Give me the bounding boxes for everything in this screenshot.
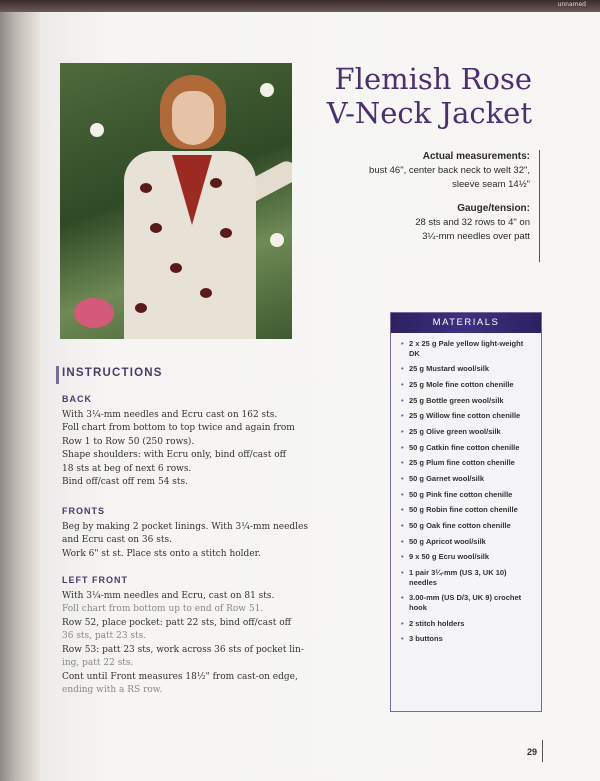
left-front-line: With 3¼-mm needles and Ecru, cast on 81 sts. — [62, 590, 275, 601]
back-line: Row 1 to Row 50 (250 rows). — [62, 436, 195, 447]
measurements-heading: Actual measurements: — [422, 151, 530, 162]
page-number-rule — [542, 740, 543, 762]
title-line-2: V-Neck Jacket — [326, 96, 532, 130]
left-front-line: Row 52, place pocket: patt 22 sts, bind off/cast off — [62, 617, 292, 628]
material-item: • 50 g Pink fine cotton chenille — [401, 490, 533, 500]
left-front-heading: LEFT FRONT — [62, 575, 128, 585]
top-note: unnamed — [557, 1, 586, 8]
material-item: • 50 g Apricot wool/silk — [401, 537, 533, 547]
measurements-block — [330, 150, 530, 244]
left-front-line: 36 sts, patt 23 sts. — [62, 631, 147, 641]
fronts-heading: FRONTS — [62, 506, 105, 516]
knit-rose — [200, 288, 212, 298]
material-item: • 50 g Garnet wool/silk — [401, 474, 533, 484]
measurements-line: bust 46", center back neck to welt 32", — [369, 165, 530, 176]
left-front-line: ing, patt 22 sts. — [62, 658, 134, 668]
left-front-line: Foll chart from bottom up to end of Row 51. — [62, 604, 264, 614]
material-item: • 2 stitch holders — [401, 619, 533, 629]
material-item: • 25 g Olive green wool/silk — [401, 427, 533, 437]
title-line-1: Flemish Rose — [334, 62, 532, 96]
pattern-title — [300, 62, 532, 130]
vneck — [172, 155, 212, 225]
pink-bouquet — [74, 298, 114, 328]
material-item: • 50 g Catkin fine cotton chenille — [401, 443, 533, 453]
back-heading: BACK — [62, 394, 92, 404]
material-item: • 2 x 25 g Pale yellow light-weight DK — [401, 339, 533, 358]
back-line: Bind off/cast off rem 54 sts. — [62, 477, 188, 487]
materials-box — [390, 312, 542, 712]
left-front-section — [62, 574, 312, 698]
white-rose — [90, 123, 104, 137]
material-item: • 3.00-mm (US D/3, UK 9) crochet hook — [401, 593, 533, 612]
top-band — [0, 0, 600, 12]
measurements-line: sleeve seam 14½" — [452, 179, 530, 190]
material-item: • 25 g Mole fine cotton chenille — [401, 380, 533, 390]
knit-rose — [170, 263, 182, 273]
knit-rose — [135, 303, 147, 313]
back-line: With 3¼-mm needles and Ecru cast on 162 sts. — [62, 409, 278, 420]
fronts-line: Work 6" st st. Place sts onto a stitch holder. — [62, 548, 261, 559]
material-item: • 1 pair 3¼-mm (US 3, UK 10) needles — [401, 568, 533, 587]
instructions-accent-bar — [56, 366, 59, 384]
page-number: 29 — [527, 747, 538, 757]
measurements-rule — [539, 150, 540, 262]
back-section — [62, 393, 312, 490]
material-item: • 50 g Oak fine cotton chenille — [401, 521, 533, 531]
left-front-line: Cont until Front measures 18½" from cast-on edge, — [62, 671, 298, 682]
material-item: • 25 g Mustard wool/silk — [401, 364, 533, 374]
jacket-photo — [60, 63, 292, 339]
materials-heading: MATERIALS — [391, 313, 541, 333]
back-line: Shape shoulders: with Ecru only, bind off/cast off — [62, 450, 287, 460]
gauge-line: 28 sts and 32 rows to 4" on — [415, 217, 530, 228]
left-front-line: ending with a RS row. — [62, 685, 163, 695]
knit-rose — [210, 178, 222, 188]
knit-rose — [140, 183, 152, 193]
gauge-heading: Gauge/tension: — [457, 203, 530, 214]
back-line: Foll chart from bottom to top twice and again from — [62, 423, 295, 433]
fronts-line: Beg by making 2 pocket linings. With 3¼-mm needles — [62, 521, 309, 532]
material-item: • 3 buttons — [401, 634, 533, 644]
fronts-section — [62, 505, 312, 561]
knit-rose — [150, 223, 162, 233]
material-item: • 50 g Robin fine cotton chenille — [401, 505, 533, 515]
material-item: • 25 g Plum fine cotton chenille — [401, 458, 533, 468]
left-front-line: Row 53: patt 23 sts, work across 36 sts of pocket lin- — [62, 644, 304, 655]
knit-rose — [220, 228, 232, 238]
back-line: 18 sts at beg of next 6 rows. — [62, 463, 192, 474]
fronts-line: and Ecru cast on 36 sts. — [62, 535, 172, 545]
white-rose — [270, 233, 284, 247]
materials-list — [391, 333, 541, 644]
white-rose — [260, 83, 274, 97]
instructions-heading: INSTRUCTIONS — [62, 367, 163, 379]
book-gutter — [0, 12, 40, 781]
model-face — [172, 91, 214, 145]
gauge-line: 3¼-mm needles over patt — [422, 231, 530, 242]
material-item: • 25 g Bottle green wool/silk — [401, 396, 533, 406]
material-item: • 9 x 50 g Ecru wool/silk — [401, 552, 533, 562]
material-item: • 25 g Willow fine cotton chenille — [401, 411, 533, 421]
